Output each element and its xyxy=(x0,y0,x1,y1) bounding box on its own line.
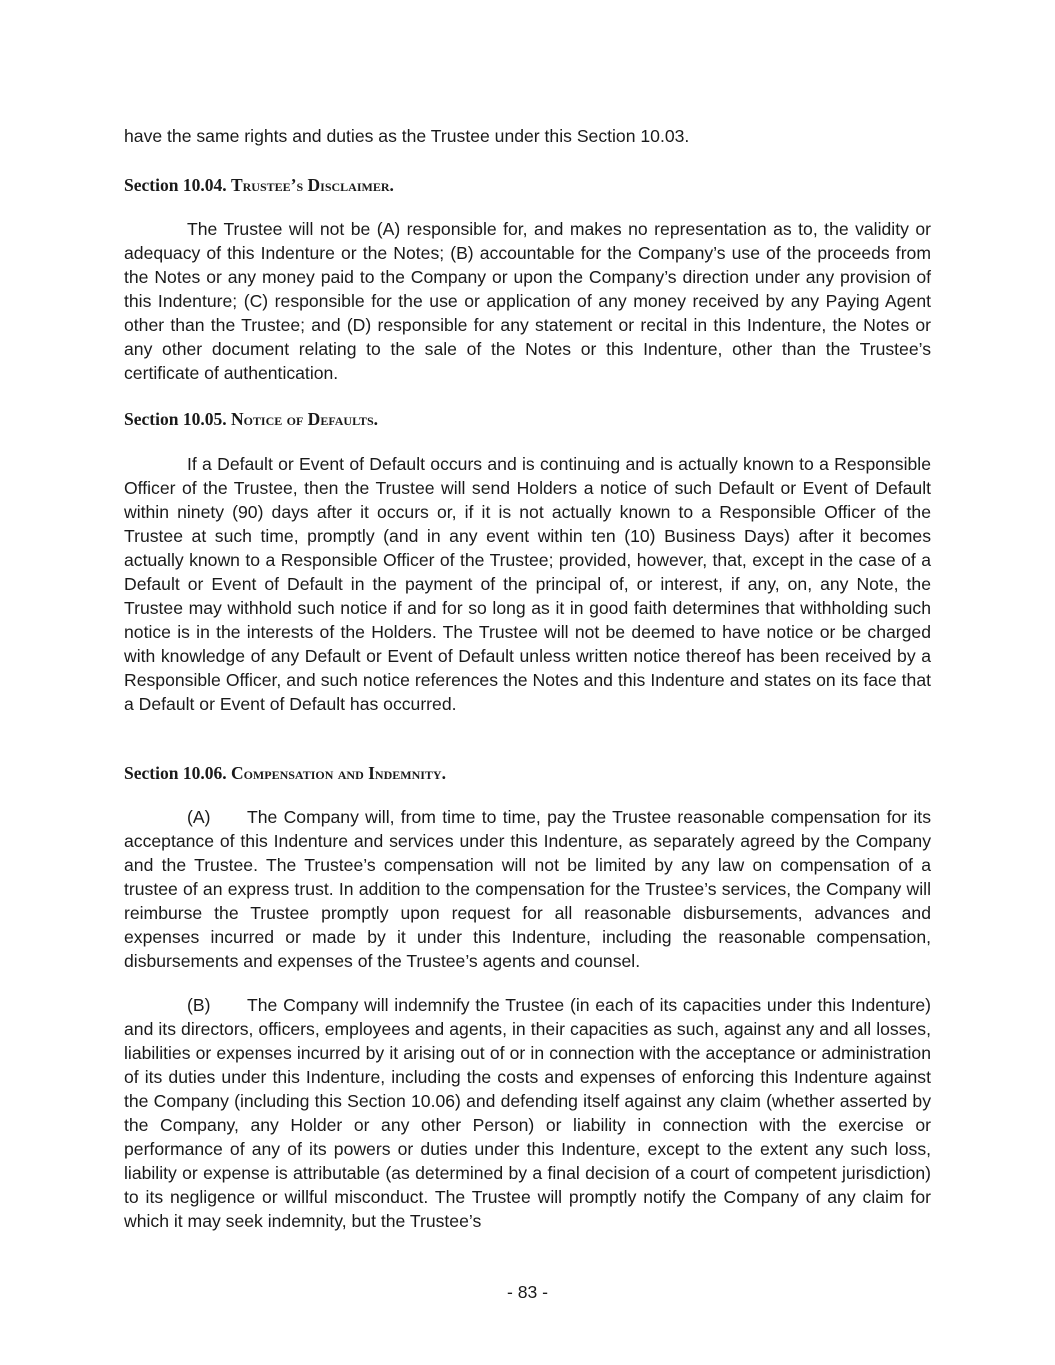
section-number: Section 10.06. xyxy=(124,763,227,783)
page-number: - 83 - xyxy=(506,1282,549,1302)
item-text: The Company will, from time to time, pay the Trustee reasonable compensation for its acceptance of this Indenture and services under this Indenture, as separately agreed by the Company and the Trustee. The Trustee’s compensation will not be limited by any law on compensation of a trustee of an express trust. In addition to the compensation for the Trustee’s services, the Company will reimburse the Trustee promptly upon request for all reasonable disbursements, advances and expenses incurred or made by it under this Indenture, including the reasonable compensation, disbursements and expenses of the Trustee’s agents and counsel. xyxy=(124,807,931,971)
intro-line: have the same rights and duties as the Trustee under this Section 10.03. xyxy=(124,126,690,146)
section-10-05-heading xyxy=(124,408,378,430)
section-number: Section 10.04. xyxy=(124,175,227,195)
item-text: The Company will indemnify the Trustee (in each of its capacities under this Indenture) and its directors, officers, employees and agents, in their capacities as such, against any and all losses, liabilities or expenses incurred by it arising out of or in connection with the acceptance or administration of its duties under this Indenture, including the costs and expenses of enforcing this Indenture against the Company (including this Section 10.06) and defending itself against any claim (whether asserted by the Company, any Holder or any other Person) or liability in connection with the exercise or performance of any of its powers or duties under this Indenture, except to the extent any such loss, liability or expense is attributable (as determined by a final decision of a court of competent jurisdiction) to its negligence or willful misconduct. The Trustee will promptly notify the Company of any claim for which it may seek indemnity, but the Trustee’s xyxy=(124,995,931,1231)
section-title: Compensation and Indemnity. xyxy=(230,763,446,783)
section-10-04-heading xyxy=(124,174,394,196)
section-title: Notice of Defaults. xyxy=(230,409,379,429)
section-10-06-item-b xyxy=(124,993,931,1233)
item-label: (B) xyxy=(187,995,211,1015)
section-10-06-item-a xyxy=(124,805,931,973)
section-number: Section 10.05. xyxy=(124,409,227,429)
item-label: (A) xyxy=(187,807,211,827)
section-10-05-paragraph: If a Default or Event of Default occurs and is continuing and is actually known to a Responsible Officer of the Trustee, then the Trustee will send Holders a notice of such Default or Event of Default within ninety (90) days after it occurs or, if it is not actually known to a Responsible Officer of the Trustee at such time, promptly (and in any event within ten (10) Business Days) after it becomes actually known to a Responsible Officer of the Trustee; provided, however, that, except in the case of a Default or Event of Default in the payment of the principal of, or interest, if any, on, any Note, the Trustee may withhold such notice if and for so long as it in good faith determines that withholding such notice is in the interests of the Holders. The Trustee will not be deemed to have notice or be charged with knowledge of any Default or Event of Default unless written notice thereof has been received by a Responsible Officer, and such notice references the Notes and this Indenture and states on its face that a Default or Event of Default has occurred. xyxy=(124,454,931,714)
section-title: Trustee’s Disclaimer. xyxy=(230,175,394,195)
section-10-04-paragraph: The Trustee will not be (A) responsible for, and makes no representation as to, the validity or adequacy of this Indenture or the Notes; (B) accountable for the Company’s use of the proceeds from the Notes or any money paid to the Company or upon the Company’s direction under any provision of this Indenture; (C) responsible for the use or application of any money received by any Paying Agent other than the Trustee; and (D) responsible for any statement or recital in this Indenture, the Notes or any other document relating to the sale of the Notes or this Indenture, other than the Trustee’s certificate of authentication. xyxy=(124,219,931,383)
section-10-06-heading xyxy=(124,762,446,784)
